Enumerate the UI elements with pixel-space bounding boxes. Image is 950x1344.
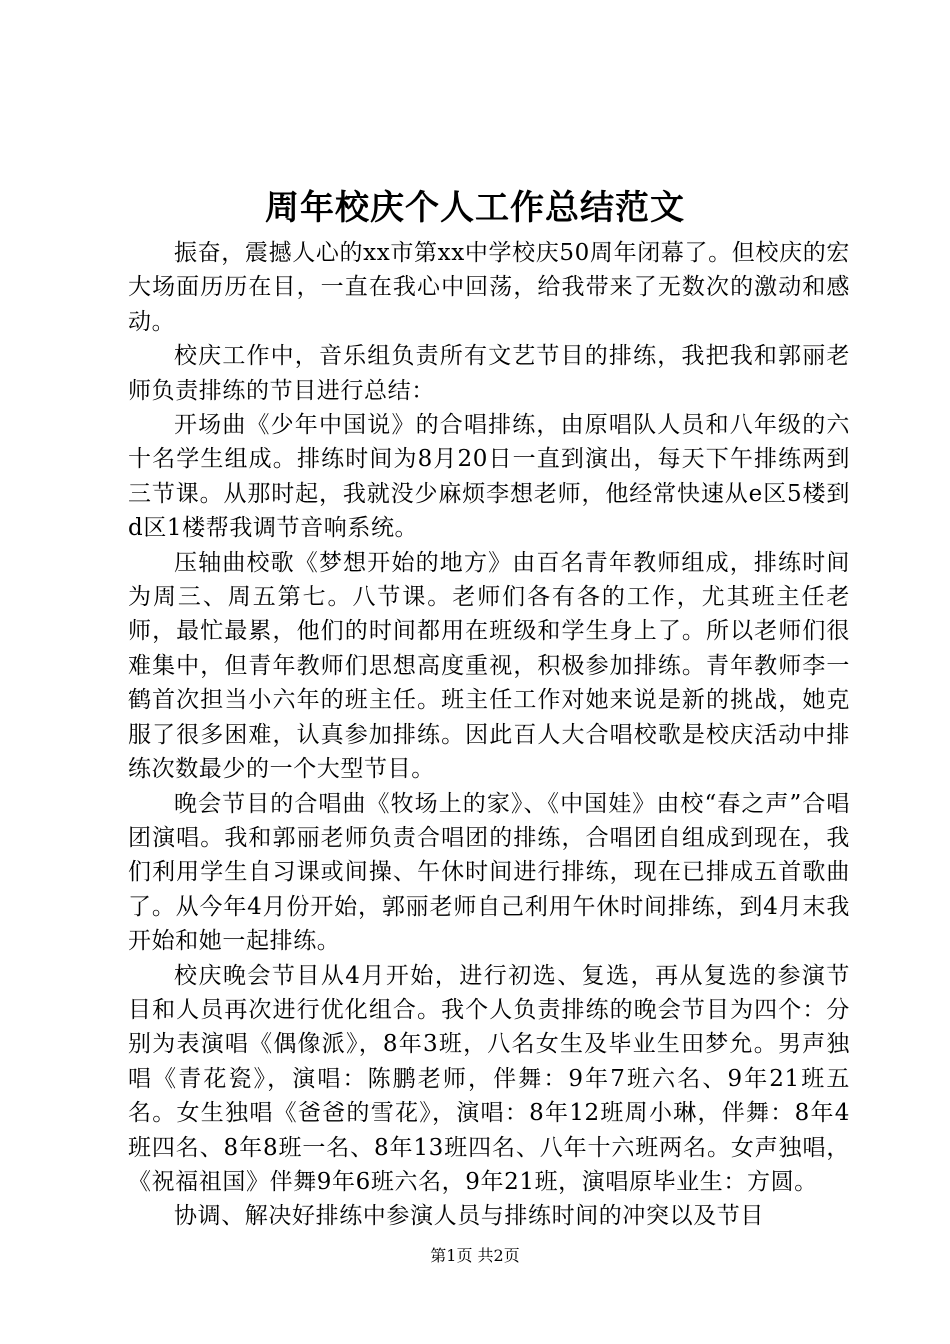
page-footer: 第1页 共2页 [430, 1246, 520, 1265]
document-body [128, 236, 850, 1234]
paragraph-2: 校庆工作中，音乐组负责所有文艺节目的排练，我把我和郭丽老师负责排练的节目进行总结： [128, 343, 850, 404]
paragraph-3: 开场曲《少年中国说》的合唱排练，由原唱队人员和八年级的六十名学生组成。排练时间为8月20日一直到演出，每天下午排练两到三节课。从那时起，我就没少麻烦李想老师，他经常快速从e区5楼到d区1楼帮我调节音响系统。 [128, 412, 850, 542]
paragraph-7: 协调、解决好排练中参演人员与排练时间的冲突以及节目 [174, 1203, 764, 1230]
paragraph-1: 振奋，震撼人心的xx市第xx中学校庆50周年闭幕了。但校庆的宏大场面历历在目，一直在我心中回荡，给我带来了无数次的激动和感动。 [128, 240, 850, 335]
paragraph-4: 压轴曲校歌《梦想开始的地方》由百名青年教师组成，排练时间为周三、周五第七。八节课。老师们各有各的工作，尤其班主任老师，最忙最累，他们的时间都用在班级和学生身上了。所以老师们很难集中，但青年教师们思想高度重视，积极参加排练。青年教师李一鹤首次担当小六年的班主任。班主任工作对她来说是新的挑战，她克服了很多困难，认真参加排练。因此百人大合唱校歌是校庆活动中排练次数最少的一个大型节目。 [128, 549, 850, 783]
document-title: 周年校庆个人工作总结范文 [265, 188, 685, 228]
paragraph-5: 晚会节目的合唱曲《牧场上的家》、《中国娃》由校“春之声”合唱团演唱。我和郭丽老师负责合唱团的排练，合唱团自组成到现在，我们利用学生自习课或间操、午休时间进行排练，现在已排成五首歌曲了。从今年4月份开始，郭丽老师自己利用午休时间排练，到4月末我开始和她一起排练。 [128, 790, 850, 955]
paragraph-6: 校庆晚会节目从4月开始，进行初选、复选，再从复选的参演节目和人员再次进行优化组合。我个人负责排练的晚会节目为四个：分别为表演唱《偶像派》，8年3班，八名女生及毕业生田梦允。男声独唱《青花瓷》，演唱：陈鹏老师，伴舞：9年7班六名、9年21班五名。女生独唱《爸爸的雪花》，演唱：8年12班周小琳，伴舞：8年4班四名、8年8班一名、8年13班四名、八年十六班两名。女声独唱，《祝福祖国》伴舞9年6班六名，9年21班，演唱原毕业生：方圆。 [128, 962, 850, 1195]
